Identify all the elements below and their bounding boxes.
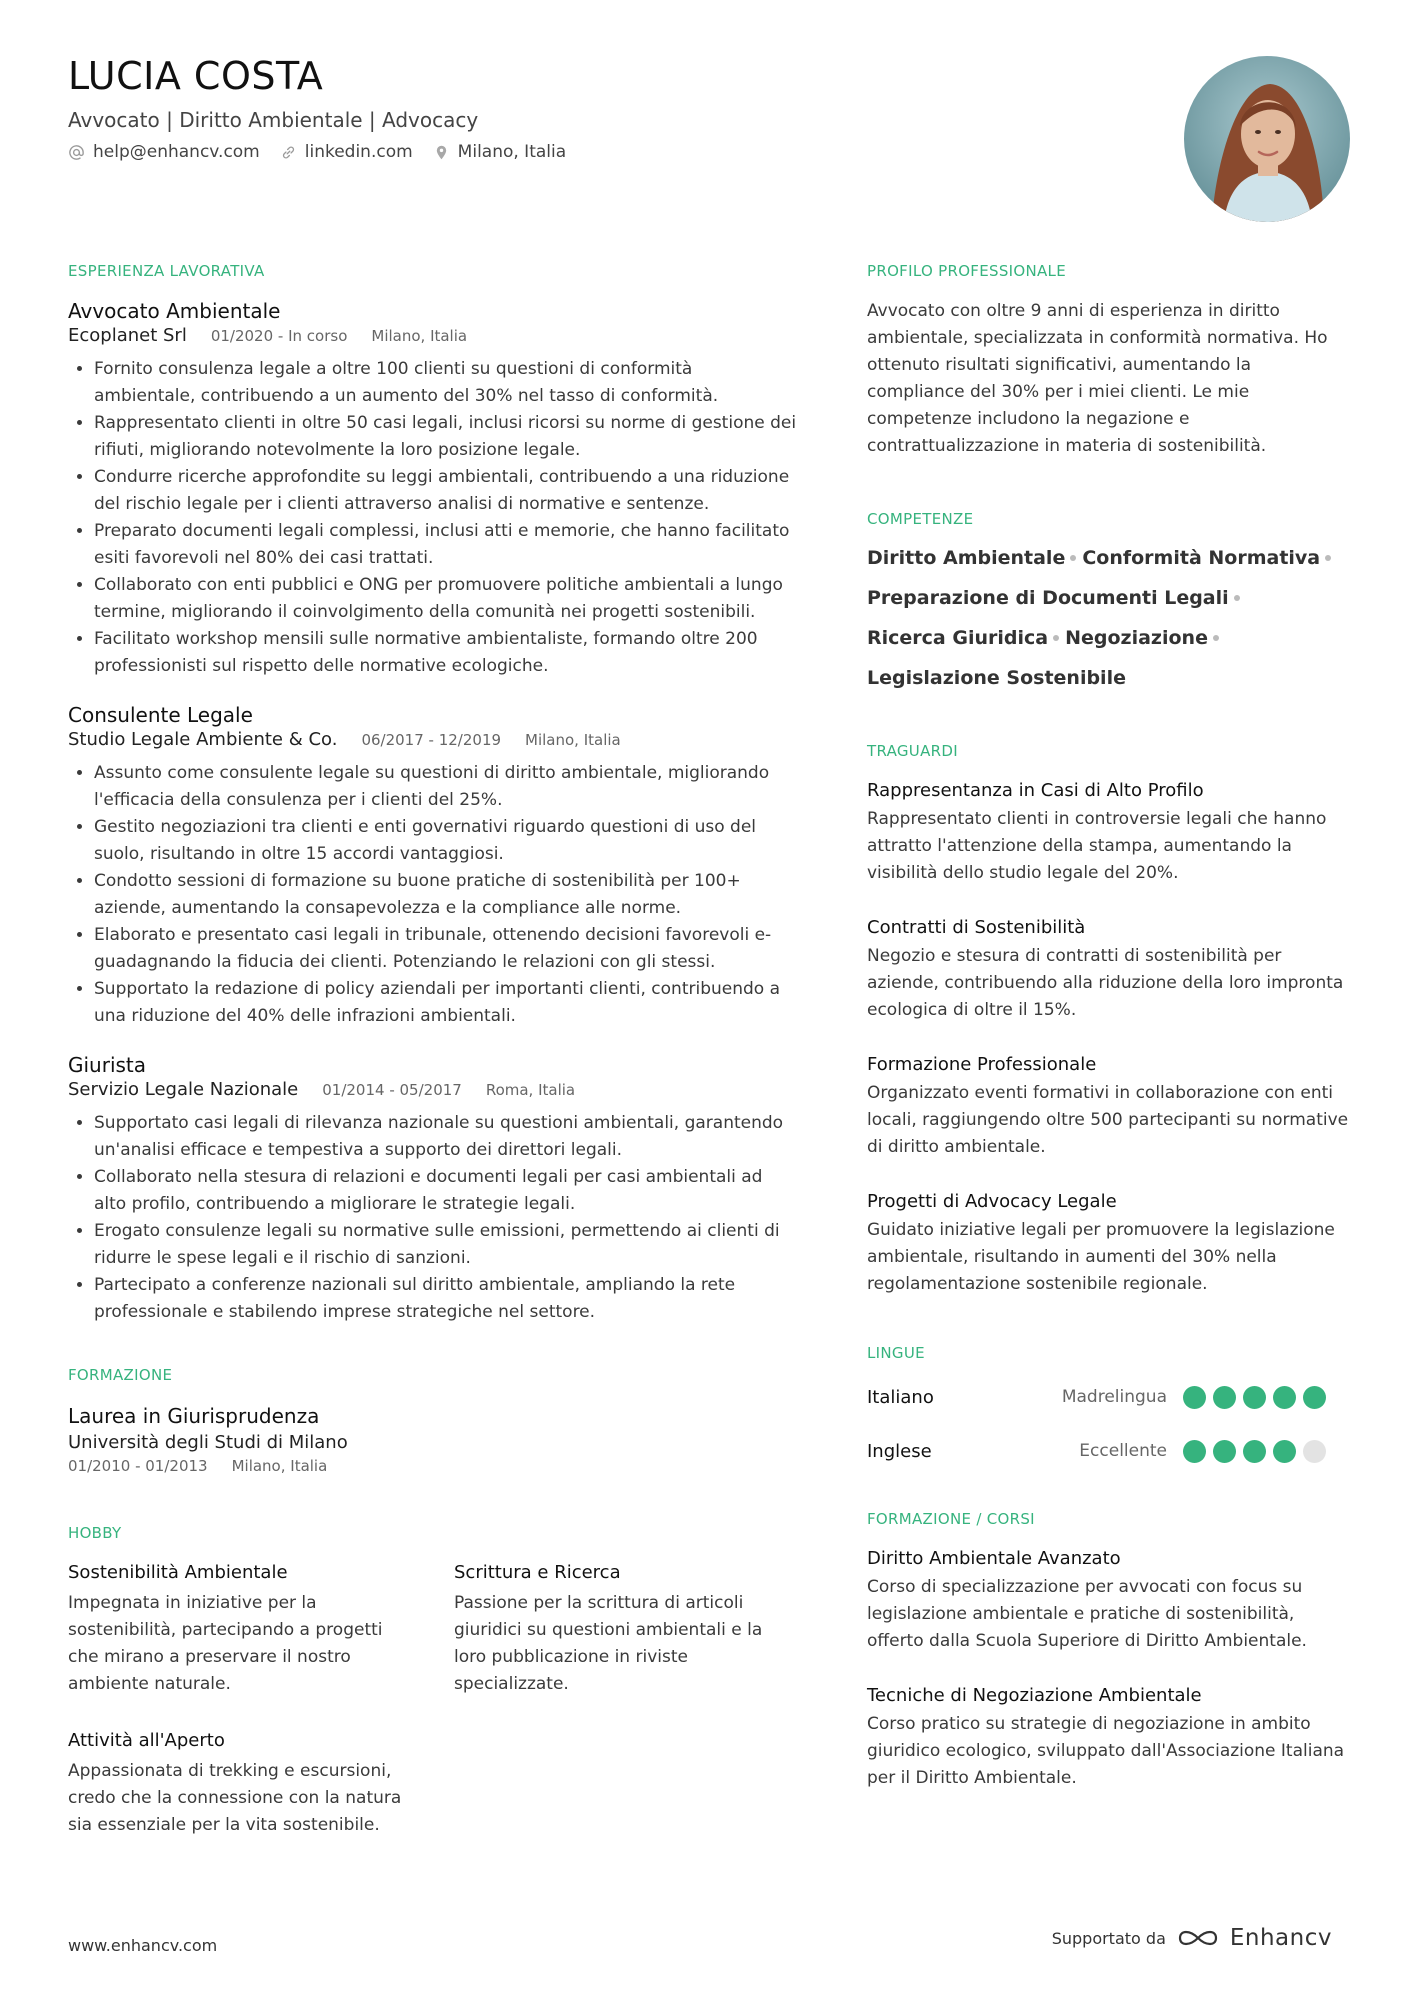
contact-location-text: Milano, Italia (457, 142, 567, 162)
hobby-item (68, 1560, 454, 1698)
language-name: Italiano (867, 1386, 934, 1408)
candidate-name: LUCIA COSTA (68, 54, 324, 98)
hobby-item (68, 1728, 454, 1839)
job-bullet: • Condurre ricerche approfondite su leggi ambientali, contribuendo a una riduzione del rischio legale per i clienti attraverso analisi di normative e sentenze. (94, 464, 798, 518)
achievement-desc: Organizzato eventi formativi in collaborazione con enti locali, raggiungendo oltre 500 partecipanti su normative di diritto ambientale. (867, 1083, 1349, 1157)
section-title-profile: PROFILO PROFESSIONALE (867, 262, 1066, 280)
hobby-desc: Impegnata in iniziative per la sostenibilità, partecipando a progetti che mirano a preservare il nostro ambiente naturale. (68, 1593, 383, 1694)
course-desc: Corso di specializzazione per avvocati con focus su legislazione ambientale e pratiche di sostenibilità, offerto dalla Scuola Superiore di Diritto Ambientale. (867, 1577, 1307, 1651)
footer-brand: Enhancv (1229, 1925, 1332, 1951)
skill-tag: Conformità Normativa (1082, 547, 1321, 569)
education-school: Università degli Studi di Milano (68, 1432, 348, 1453)
job-bullet: • Collaborato nella stesura di relazioni e documenti legali per casi ambientali ad alto profilo, contribuendo a migliorare le strategie legali. (94, 1164, 798, 1218)
job-bullet: • Collaborato con enti pubblici e ONG per promuovere politiche ambientali a lungo termine, migliorando il coinvolgimento della comunità nei progetti sostenibili. (94, 572, 798, 626)
hobby-title: Attività all'Aperto (68, 1730, 225, 1751)
job-location: Milano, Italia (525, 731, 621, 749)
enhancv-logo-icon (1176, 1926, 1220, 1950)
job-bullet: • Partecipato a conferenze nazionali sul diritto ambientale, ampliando la rete professionale e stabilendo imprese strategiche nel settore. (94, 1272, 798, 1326)
hobby-title: Scrittura e Ricerca (454, 1562, 621, 1583)
education-location: Milano, Italia (231, 1457, 328, 1475)
location-pin-icon (433, 144, 450, 161)
job-bullets (68, 760, 798, 1030)
education-degree: Laurea in Giurisprudenza (68, 1404, 320, 1428)
section-title-experience: ESPERIENZA LAVORATIVA (68, 262, 265, 280)
rating-dot-filled (1213, 1386, 1236, 1409)
job-bullet: • Supportato casi legali di rilevanza nazionale su questioni ambientali, garantendo un'analisi efficace e tempestiva a supporto dei direttori legali. (94, 1110, 798, 1164)
link-icon (280, 144, 297, 161)
contact-email[interactable] (68, 142, 260, 162)
achievement-item (867, 778, 1350, 887)
contact-location (433, 142, 566, 162)
left-column (68, 262, 798, 1839)
skill-tag: Legislazione Sostenibile (867, 667, 1126, 689)
achievement-item (867, 915, 1350, 1024)
right-column (867, 262, 1350, 1820)
job-dates: 06/2017 - 12/2019 (361, 731, 502, 749)
achievement-desc: Guidato iniziative legali per promuovere la legislazione ambientale, risultando in aumenti del 30% nella regolamentazione sostenibile regionale. (867, 1220, 1335, 1294)
skill-tag: Ricerca Giuridica (867, 627, 1049, 649)
achievement-title: Rappresentanza in Casi di Alto Profilo (867, 780, 1204, 801)
hobby-desc: Passione per la scrittura di articoli giuridici su questioni ambientali e la loro pubblicazione in riviste specializzate. (454, 1593, 763, 1694)
rating-dot-filled (1273, 1386, 1296, 1409)
hobby-item (454, 1560, 794, 1698)
skill-tag: Preparazione di Documenti Legali (867, 587, 1229, 609)
candidate-subtitle: Avvocato | Diritto Ambientale | Advocacy (68, 108, 479, 132)
contact-email-text: help@enhancv.com (93, 142, 260, 162)
separator-dot (1213, 635, 1219, 641)
courses-list (867, 1546, 1350, 1792)
job-location: Roma, Italia (485, 1081, 576, 1099)
rating-dot-filled (1243, 1386, 1266, 1409)
job-meta (68, 324, 798, 348)
education-meta (68, 1456, 798, 1476)
job-title: Consulente Legale (68, 703, 253, 727)
course-item (867, 1683, 1350, 1792)
achievement-desc: Negozio e stesura di contratti di sostenibilità per aziende, contribuendo alla riduzione della loro impronta ecologica di oltre il 15%. (867, 946, 1344, 1020)
skill-tag: Diritto Ambientale (867, 547, 1066, 569)
rating-dot-filled (1183, 1386, 1206, 1409)
skill-row (867, 626, 1350, 650)
education-entry (68, 1402, 798, 1476)
language-level: Eccellente (1079, 1441, 1167, 1461)
contact-bar (68, 142, 566, 162)
job-bullet: • Erogato consulenze legali su normative sulle emissioni, permettendo ai clienti di ridurre le spese legali e il rischio di sanzioni. (94, 1218, 798, 1272)
job-bullet: • Fornito consulenza legale a oltre 100 clienti su questioni di conformità ambientale, contribuendo a un aumento del 30% nel tasso di conformità. (94, 356, 798, 410)
language-rating (1183, 1440, 1326, 1463)
achievement-title: Progetti di Advocacy Legale (867, 1191, 1117, 1212)
job-bullet: • Rappresentato clienti in oltre 50 casi legali, inclusi ricorsi su norme di gestione dei rifiuti, migliorando notevolmente la loro posizione legale. (94, 410, 798, 464)
at-icon (68, 144, 85, 161)
job-meta (68, 1078, 798, 1102)
job-meta (68, 728, 798, 752)
achievement-title: Contratti di Sostenibilità (867, 917, 1086, 938)
footer-website[interactable]: www.enhancv.com (68, 1936, 218, 1955)
rating-dot-filled (1183, 1440, 1206, 1463)
language-item (867, 1434, 1350, 1468)
footer-powered-by: Supportato da (1051, 1928, 1166, 1948)
section-title-languages: LINGUE (867, 1344, 925, 1362)
course-item (867, 1546, 1350, 1655)
section-title-education: FORMAZIONE (68, 1366, 173, 1384)
achievement-item (867, 1052, 1350, 1161)
job-bullets (68, 1110, 798, 1326)
skill-row (867, 546, 1350, 570)
job-company: Ecoplanet Srl (68, 325, 187, 346)
skill-row (867, 586, 1350, 610)
separator-dot (1234, 595, 1240, 601)
achievement-item (867, 1189, 1350, 1298)
job-bullet: • Facilitato workshop mensili sulle normative ambientaliste, formando oltre 200 professionisti sul rispetto delle normative ecologiche. (94, 626, 798, 680)
language-rating (1183, 1386, 1326, 1409)
achievement-title: Formazione Professionale (867, 1054, 1097, 1075)
hobby-desc: Appassionata di trekking e escursioni, credo che la connessione con la natura sia essenziale per la vita sostenibile. (68, 1761, 402, 1835)
section-title-achievements: TRAGUARDI (867, 742, 958, 760)
rating-dot-empty (1303, 1440, 1326, 1463)
job-title: Giurista (68, 1053, 147, 1077)
job-dates: 01/2014 - 05/2017 (322, 1081, 462, 1099)
rating-dot-filled (1213, 1440, 1236, 1463)
job-bullet: • Supportato la redazione di policy aziendali per importanti clienti, contribuendo a una riduzione del 40% delle infrazioni ambientali. (94, 976, 798, 1030)
rating-dot-filled (1273, 1440, 1296, 1463)
separator-dot (1053, 635, 1059, 641)
achievement-desc: Rappresentato clienti in controversie legali che hanno attratto l'attenzione della stampa, aumentando la visibilità dello studio legale del 20%. (867, 809, 1327, 883)
job-entry (68, 702, 798, 1030)
course-title: Tecniche di Negoziazione Ambientale (867, 1685, 1202, 1706)
course-title: Diritto Ambientale Avanzato (867, 1548, 1121, 1569)
job-company: Servizio Legale Nazionale (68, 1079, 299, 1100)
skills-list (867, 546, 1350, 690)
hobby-list (68, 1560, 798, 1839)
skill-row (867, 666, 1350, 690)
separator-dot (1325, 555, 1331, 561)
achievements-list (867, 778, 1350, 1298)
rating-dot-filled (1243, 1440, 1266, 1463)
language-item (867, 1380, 1350, 1414)
job-bullet: • Condotto sessioni di formazione su buone pratiche di sostenibilità per 100+ aziende, aumentando la consapevolezza e la compliance alle norme. (94, 868, 798, 922)
avatar (1184, 56, 1350, 222)
languages-list (867, 1380, 1350, 1468)
job-title: Avvocato Ambientale (68, 299, 281, 323)
language-level: Madrelingua (1061, 1387, 1167, 1407)
hobby-title: Sostenibilità Ambientale (68, 1562, 288, 1583)
job-entry (68, 298, 798, 680)
language-name: Inglese (867, 1440, 932, 1462)
section-title-skills: COMPETENZE (867, 510, 974, 528)
job-dates: 01/2020 - In corso (210, 327, 348, 345)
job-entry (68, 1052, 798, 1326)
job-bullet: • Gestito negoziazioni tra clienti e enti governativi riguardo questioni di uso del suolo, risultando in oltre 15 accordi vantaggiosi. (94, 814, 798, 868)
footer-branding (1052, 1925, 1332, 1951)
separator-dot (1070, 555, 1076, 561)
section-title-hobby: HOBBY (68, 1524, 122, 1542)
contact-linkedin[interactable] (280, 142, 413, 162)
job-company: Studio Legale Ambiente & Co. (68, 729, 338, 750)
education-dates: 01/2010 - 01/2013 (68, 1457, 208, 1475)
skill-tag: Negoziazione (1065, 627, 1208, 649)
profile-text: Avvocato con oltre 9 anni di esperienza in diritto ambientale, specializzata in conformità normativa. Ho ottenuto risultati significativi, aumentando la compliance del 30% per i miei clienti. Le mie competenze includono la negazione e contrattualizzazione in materia di sostenibilità. (867, 301, 1328, 456)
course-desc: Corso pratico su strategie di negoziazione in ambito giuridico ecologico, sviluppato dall'Associazione Italiana per il Diritto Ambientale. (867, 1714, 1345, 1788)
job-location: Milano, Italia (371, 327, 468, 345)
rating-dot-filled (1303, 1386, 1326, 1409)
job-bullet: • Elaborato e presentato casi legali in tribunale, ottenendo decisioni favorevoli e-guadagnando la fiducia dei clienti. Potenziando le relazioni con gli stessi. (94, 922, 798, 976)
section-title-courses: FORMAZIONE / CORSI (867, 1510, 1035, 1528)
job-bullet: • Assunto come consulente legale su questioni di diritto ambientale, migliorando l'efficacia della consulenza per i clienti del 25%. (94, 760, 798, 814)
job-bullets (68, 356, 798, 680)
contact-linkedin-text: linkedin.com (304, 142, 413, 162)
job-bullet: • Preparato documenti legali complessi, inclusi atti e memorie, che hanno facilitato esiti favorevoli nel 80% dei casi trattati. (94, 518, 798, 572)
